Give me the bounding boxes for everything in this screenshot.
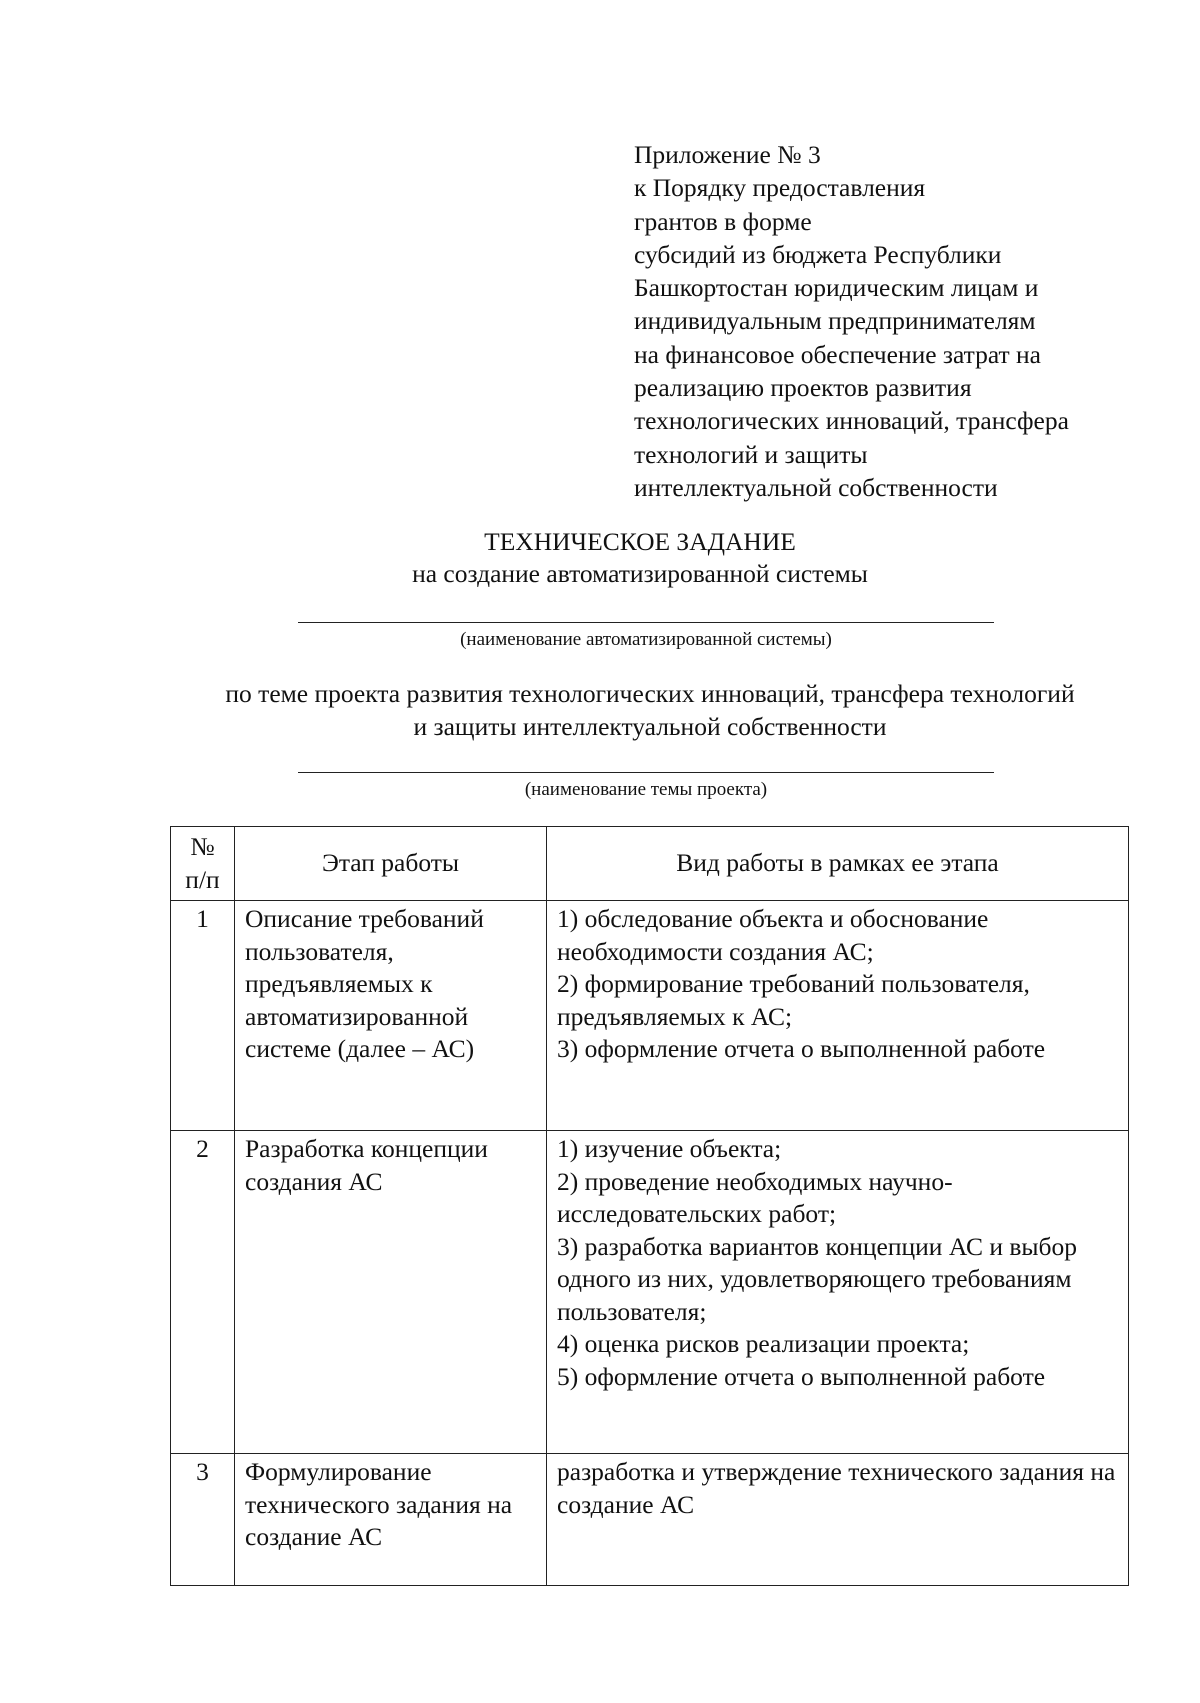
appendix-line: интеллектуальной собственности [634, 472, 998, 502]
appendix-line: технологий и защиты [634, 439, 868, 469]
work-item: 4) оценка рисков реализации проекта; [557, 1329, 970, 1358]
row-work-list [547, 1131, 1129, 1454]
work-item: 5) оформление отчета о выполненной работе [557, 1361, 1046, 1391]
appendix-reference [634, 138, 1154, 504]
work-item: 1) обследование объекта и обоснование необходимости создания АС; [557, 904, 989, 966]
row-stage: Разработка концепции создания АС [235, 1131, 547, 1454]
header-stage: Этап работы [235, 827, 547, 901]
table-header-row [171, 827, 1129, 901]
appendix-line: на финансовое обеспечение затрат на [634, 339, 1042, 369]
row-work-list [547, 1454, 1129, 1586]
row-number: 2 [171, 1131, 235, 1454]
table-row [171, 1454, 1129, 1586]
header-work-type: Вид работы в рамках ее этапа [547, 827, 1129, 901]
row-stage: Формулирование технического задания на создание АС [235, 1454, 547, 1586]
appendix-line: грантов в форме [634, 206, 812, 236]
row-number: 1 [171, 901, 235, 1131]
system-name-blank-line [298, 622, 994, 623]
system-name-caption: (наименование автоматизированной системы) [460, 629, 832, 650]
project-theme-text [60, 677, 1200, 743]
appendix-line: субсидий из бюджета Республики [634, 239, 1002, 269]
project-theme-blank-line [298, 772, 994, 773]
appendix-line: индивидуальным предпринимателям [634, 306, 1036, 336]
title-main: ТЕХНИЧЕСКОЕ ЗАДАНИЕ [484, 527, 796, 556]
appendix-line: Приложение № 3 [634, 140, 821, 169]
row-number: 3 [171, 1454, 235, 1586]
work-stages-table [170, 826, 1129, 1586]
appendix-line: Башкортостан юридическим лицам и [634, 273, 1039, 303]
theme-line: и защиты интеллектуальной собственности [413, 712, 887, 741]
work-item: 3) оформление отчета о выполненной работе [557, 1034, 1046, 1063]
appendix-line: к Порядку предоставления [634, 173, 926, 203]
row-stage: Описание требований пользователя, предъявляемых к автоматизированной системе (далее – АС) [235, 901, 547, 1131]
title-subtitle: на создание автоматизированной системы [412, 559, 868, 588]
work-item: разработка и утверждение технического задания на создание АС [557, 1457, 1116, 1519]
project-theme-caption: (наименование темы проекта) [524, 779, 768, 800]
work-item: 2) формирование требований пользователя, предъявляемых к АС; [557, 969, 1030, 1031]
header-number: № п/п [171, 827, 235, 901]
work-item: 1) изучение объекта; [557, 1134, 782, 1163]
table-row [171, 1131, 1129, 1454]
appendix-line: реализацию проектов развития [634, 373, 972, 403]
table-row [171, 901, 1129, 1131]
work-item: 3) разработка вариантов концепции АС и выбор одного из них, удовлетворяющего требованиям пользователя; [557, 1231, 1078, 1326]
row-work-list [547, 901, 1129, 1131]
work-item: 2) проведение необходимых научно-исследовательских работ; [557, 1166, 953, 1228]
theme-line: по теме проекта развития технологических инноваций, трансфера технологий [225, 679, 1075, 708]
appendix-line: технологических инноваций, трансфера [634, 406, 1069, 436]
